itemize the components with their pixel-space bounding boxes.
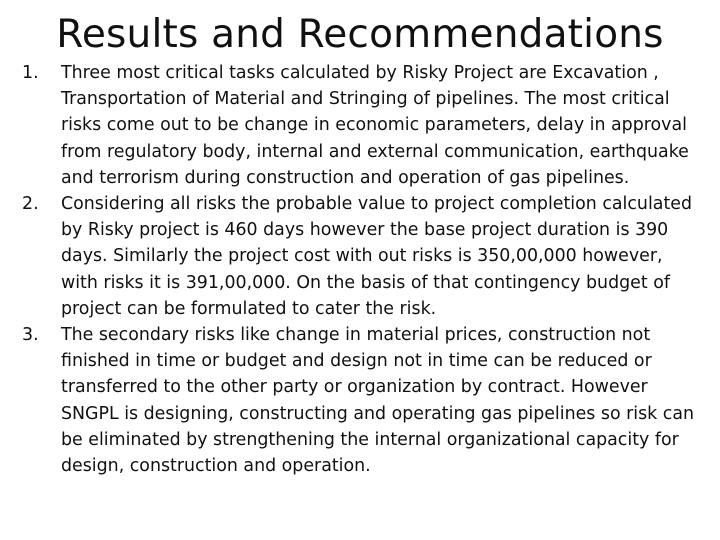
list-item-text: Three most critical tasks calculated by Risky Project are Excavation , Transportation of Material and Stringing of pipelines. The most critical risks come out to be change in economic parameters, delay in approval from regulatory body, internal and external communication, earthquake and terrorism during construction and operation of gas pipelines. bbox=[61, 63, 689, 188]
numbered-list bbox=[22, 60, 702, 479]
list-item-number: 3. bbox=[22, 325, 39, 346]
list-item bbox=[22, 191, 702, 322]
list-item bbox=[22, 322, 702, 479]
list-item-text: Considering all risks the probable value to project completion calculated by Risky project is 460 days however the base project duration is 390 days. Similarly the project cost with out risks is 350,00,000 however, with risks it is 391,00,000. On the basis of that contingency budget of project can be formulated to cater the risk. bbox=[61, 194, 692, 319]
list-item-text: The secondary risks like change in material prices, construction not finished in time or budget and design not in time can be reduced or transferred to the other party or organization by contract. However SNGPL is designing, constructing and operating gas pipelines so risk can be eliminated by strengthening the internal organizational capacity for design, construction and operation. bbox=[61, 325, 695, 477]
list-item-number: 2. bbox=[22, 194, 39, 215]
list-item bbox=[22, 60, 702, 191]
slide-title: Results and Recommendations bbox=[56, 12, 664, 57]
list-item-number: 1. bbox=[22, 63, 39, 83]
